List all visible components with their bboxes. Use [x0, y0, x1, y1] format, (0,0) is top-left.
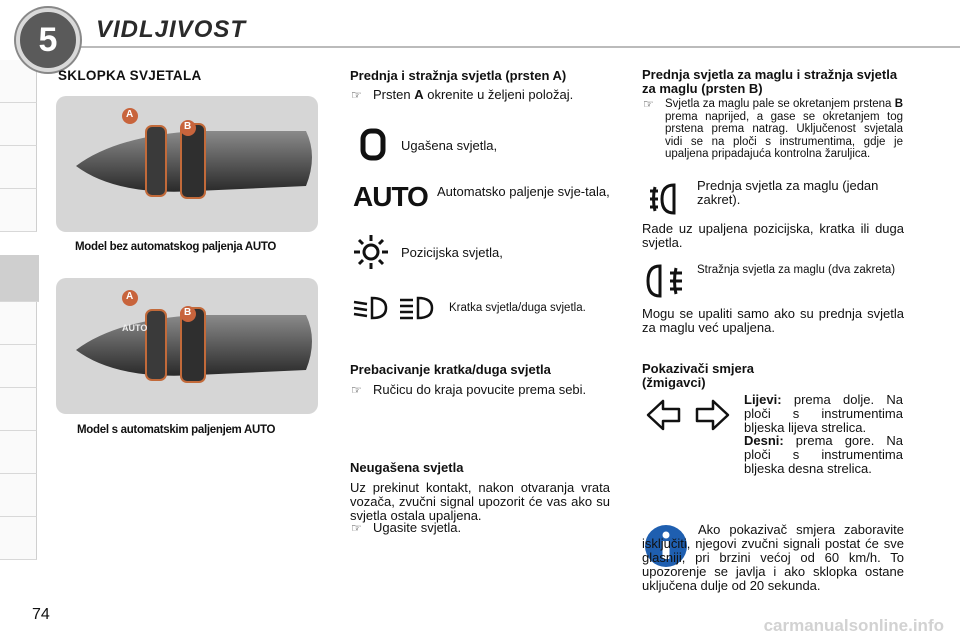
item-off: Ugašena svjetla,: [401, 138, 498, 153]
stalk-image-auto: [56, 278, 318, 414]
dipped-main-beam-icon: [352, 294, 436, 322]
beam-switch-title: Prebacivanje kratka/duga svjetla: [350, 362, 551, 377]
chapter-tab-active[interactable]: [0, 255, 39, 302]
lights-off-icon: [360, 128, 388, 162]
label-a: A: [126, 291, 134, 302]
item-auto: Automatsko paljenje svje-tala,: [437, 184, 610, 199]
front-fog-text: Prednja svjetla za maglu (jedan zakret).: [697, 178, 879, 207]
page-title: VIDLJIVOST: [96, 16, 247, 43]
fog-instruction: [665, 98, 903, 161]
unlit-title: Neugašena svjetla: [350, 460, 464, 475]
unlit-text: Uz prekinut kontakt, nakon otvaranja vrata vozača, zvučni signal upozorit će vas ako su svjetla ostala upaljena.: [350, 480, 610, 523]
chapter-badge: [16, 8, 80, 72]
chapter-tabs: [0, 60, 36, 575]
instruction-text: prema naprijed, a gase se okretanjem tog prstena prema natrag. Uključenost svjetala vidi se na ploči s instrumentima, gdje je upaljena pripadajuća kontrolna žaruljica.: [665, 110, 903, 160]
item-beams: Kratka svjetla/duga svjetla.: [449, 302, 586, 314]
beam-switch-text: ☞ Ručicu do kraja povucite prema sebi.: [373, 383, 609, 397]
rear-fog-note: Mogu se upaliti samo ako su prednja svjetla za maglu već upaljena.: [642, 306, 904, 335]
image-caption-auto: Model s automatskim paljenjem AUTO: [77, 424, 276, 436]
chapter-tab[interactable]: [0, 103, 37, 146]
front-fog-note: Rade uz upaljena pozicijska, kratka ili duga svjetla.: [642, 221, 904, 250]
chapter-tab[interactable]: [0, 431, 37, 474]
unlit-instruction: ☞ Ugasite svjetla.: [373, 521, 461, 535]
chapter-tab[interactable]: [0, 189, 37, 232]
left-indicator-label: Lijevi:: [744, 392, 782, 407]
stalk-image-manual: [56, 96, 318, 232]
instruction-text: okrenite u željeni položaj.: [427, 87, 574, 102]
instruction-text: Prsten: [373, 87, 411, 102]
instruction-text: Svjetla za maglu pale se okretanjem prstena: [665, 98, 892, 110]
indicators-title: Pokazivači smjera (žmigavci): [642, 361, 755, 390]
instruction-bold: B: [894, 98, 903, 110]
chapter-tab[interactable]: [0, 146, 37, 189]
ring-a-title: Prednja i stražnja svjetla (prsten A): [350, 68, 567, 83]
chapter-number: 5: [38, 21, 58, 59]
right-arrow-icon: [694, 398, 730, 432]
item-position: Pozicijska svjetla,: [401, 245, 503, 260]
front-fog-icon: [648, 181, 688, 217]
rear-fog-text: Stražnja svjetla za maglu (dva zakreta): [697, 264, 896, 276]
left-arrow-icon: [646, 398, 682, 432]
label-b: B: [184, 307, 192, 318]
right-indicator-label: Desni:: [744, 433, 784, 448]
info-text: Ako pokazivač smjera zaboravite isključiti, njegovi zvučni signali postat će sve glasniji, pri brzini većoj od 60 km/h. To upozorenje se javlja i ako sklopka ostane uključena dulje od 20 sekunda.: [642, 522, 904, 593]
watermark: carmanualsonline.info: [763, 616, 944, 635]
auto-marking: AUTO: [122, 323, 148, 333]
left-indicator-description: prema dolje. Na ploči s instrumentima bljeska lijeva strelica.: [744, 392, 903, 435]
image-caption-manual: Model bez automatskog paljenja AUTO: [75, 241, 277, 253]
label-b: B: [184, 121, 192, 132]
chapter-tab[interactable]: [0, 517, 37, 560]
ring-a-instruction: [373, 88, 613, 102]
right-indicator-text: [744, 434, 903, 476]
right-indicator-description: prema gore. Na ploči s instrumentima bljeska desna strelica.: [744, 433, 903, 476]
chapter-tab[interactable]: [0, 302, 37, 345]
fog-title: Prednja svjetla za maglu i stražnja svjetla za maglu (prsten B): [642, 67, 898, 96]
rear-fog-icon: [646, 262, 686, 300]
label-a: A: [126, 109, 134, 120]
instruction-bold: A: [414, 87, 424, 102]
section-title: SKLOPKA SVJETALA: [58, 68, 202, 83]
auto-icon: AUTO: [353, 181, 428, 212]
chapter-tab[interactable]: [0, 388, 37, 431]
left-indicator-text: [744, 393, 903, 435]
chapter-tab[interactable]: [0, 474, 37, 517]
page-number: 74: [32, 606, 50, 623]
position-lights-icon: [352, 233, 390, 271]
chapter-tab[interactable]: [0, 345, 37, 388]
